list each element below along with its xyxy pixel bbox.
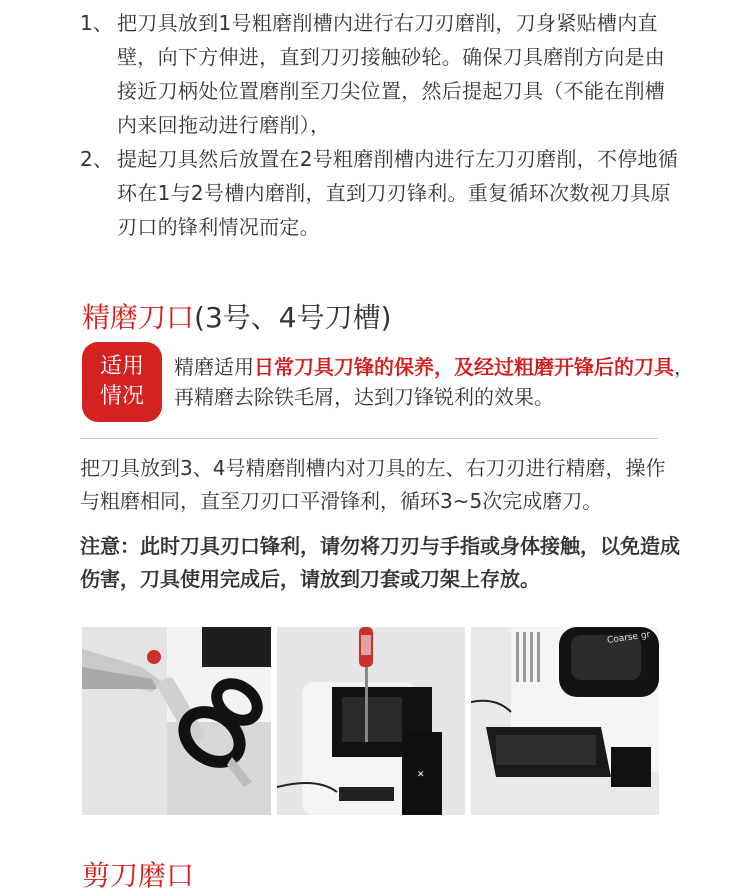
usage-highlight: 日常刀具刀锋的保养，及经过粗磨开锋后的刀具 (254, 355, 674, 379)
usage-badge (82, 342, 162, 422)
step-text: 把刀具放到1号粗磨削槽内进行右刀刃磨削，刀身紧贴槽内直壁，向下方伸进，直到刀刃接触砂轮。确保刀具磨削方向是由接近刀柄处位置磨削至刀尖位置，然后提起刀具（不能在削槽内来回拖动进行磨削）， (117, 11, 666, 137)
section-title-highlight: 精磨刀口 (82, 301, 195, 334)
next-section-title: 剪刀磨口 (82, 859, 195, 892)
step-number: 2、 (80, 147, 114, 171)
instruction-paragraph: 把刀具放到3、4号精磨削槽内对刀具的左、右刀刃进行精磨，操作与粗磨相同，直至刀刃口平滑锋利，循环3~5次完成磨刀。 (80, 456, 666, 513)
usage-suffix: ，再精磨去除铁毛屑，达到刀锋锐利的效果。 (174, 355, 694, 409)
usage-prefix: 精磨适用 (174, 355, 254, 379)
safety-note: 注意：此时刀具刃口锋利，请勿将刀刃与手指或身体接触，以免造成伤害，刀具使用完成后，请放到刀套或刀架上存放。 (80, 534, 680, 591)
photo-device-label: Coarse gr (606, 630, 651, 646)
step-number: 1、 (80, 11, 114, 35)
badge-line-1: 适用 (99, 354, 144, 379)
section-divider (80, 438, 658, 439)
step-item (80, 142, 680, 244)
section-title (82, 298, 392, 338)
svg-text:✕: ✕ (417, 770, 425, 780)
screwdriver-slot-photo (277, 627, 465, 815)
step-text: 提起刀具然后放置在2号粗磨削槽内进行左刀刃磨削，不停地循环在1与2号槽内磨削，直到刀刃锋利。重复循环次数视刀具原刃口的锋利情况而定。 (117, 147, 679, 239)
sharpener-drawer-photo (471, 627, 659, 815)
usage-description (174, 352, 694, 412)
section-title-suffix: (3号、4号刀槽) (194, 301, 392, 334)
scissors-sharpening-photo (82, 627, 271, 815)
sharpening-steps (80, 6, 680, 244)
badge-line-2: 情况 (99, 384, 144, 409)
step-item (80, 6, 680, 142)
